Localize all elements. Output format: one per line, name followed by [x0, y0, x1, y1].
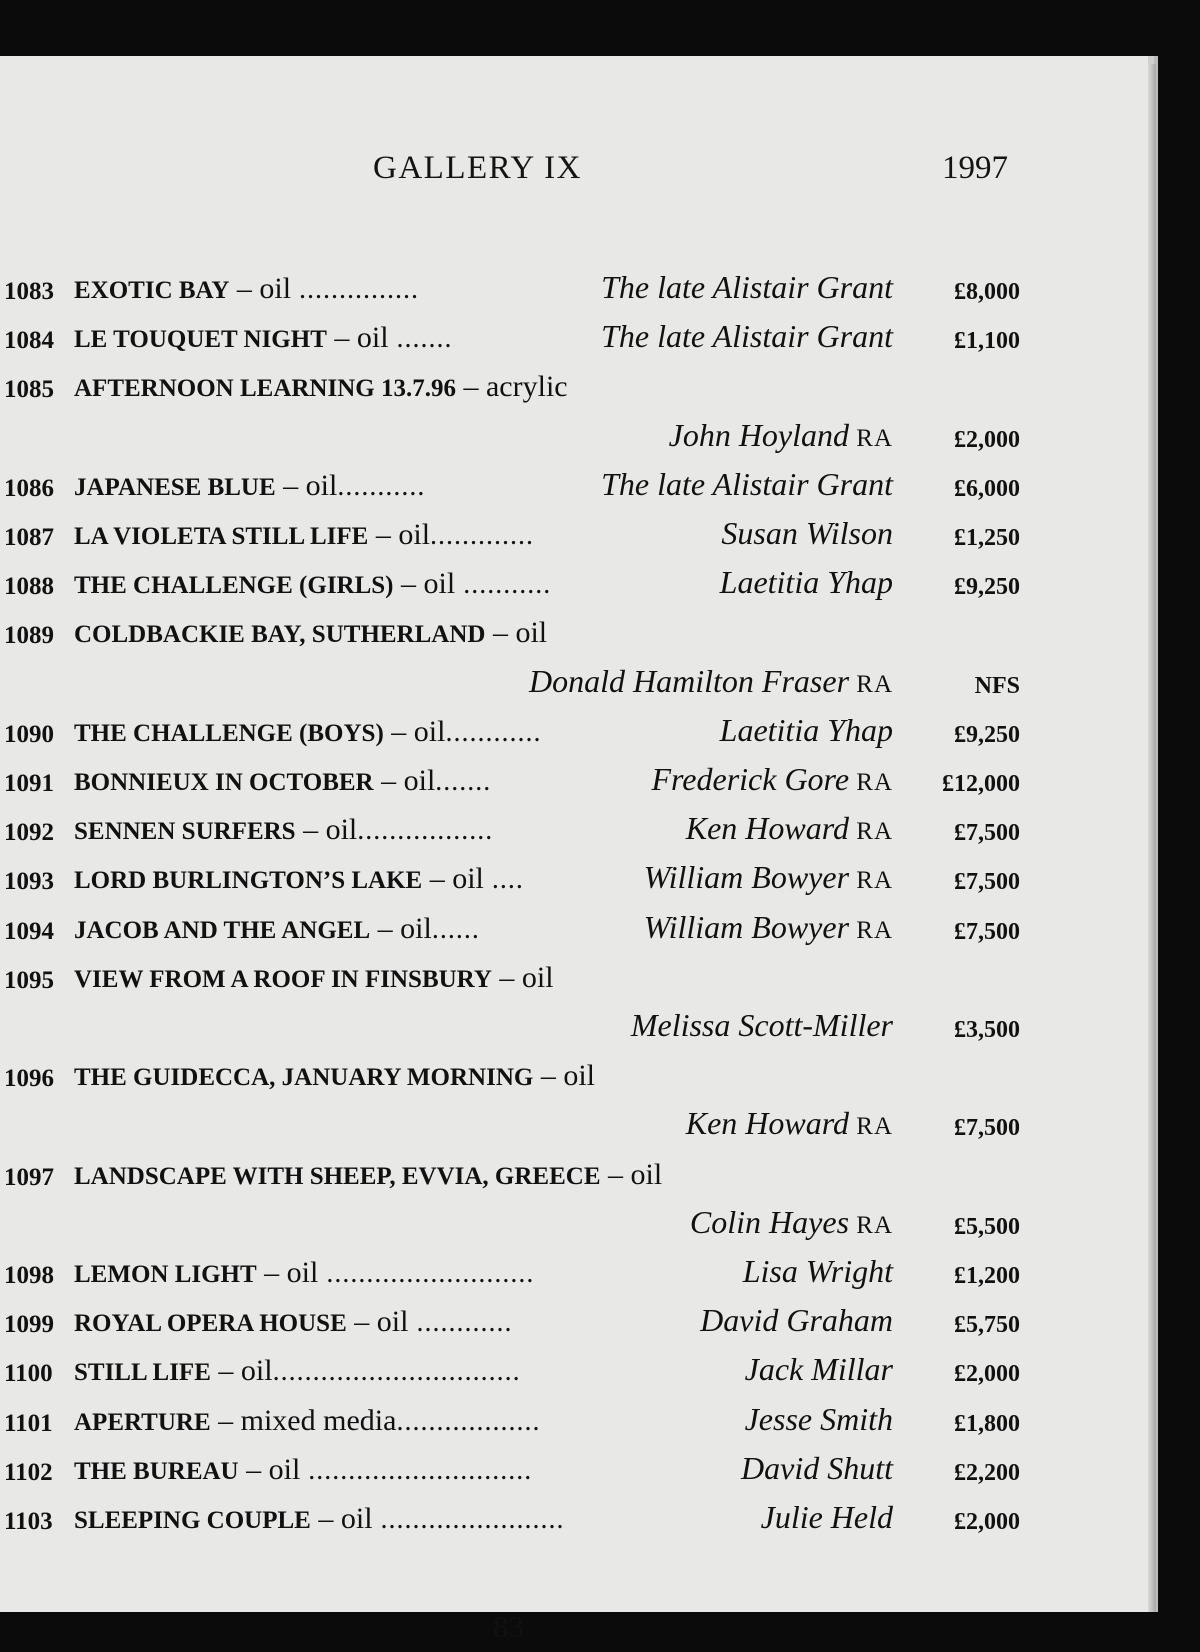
artist-name: John Hoyland	[668, 416, 850, 453]
entry-title: LE TOUQUET NIGHT	[74, 326, 327, 354]
entry-medium: – oil	[491, 960, 554, 994]
leader-dots: ............................	[300, 1454, 533, 1486]
gallery-title: GALLERY IX	[373, 150, 583, 186]
entry-number: 1091	[4, 770, 54, 797]
entry-medium: – oil	[383, 714, 446, 748]
artist-honour: RA	[849, 424, 893, 452]
entry-title: STILL LIFE	[74, 1359, 211, 1387]
entry-medium: – oil	[533, 1059, 595, 1093]
leader-dots: ............	[445, 716, 542, 748]
catalogue-entry	[0, 1254, 1020, 1294]
catalogue-entry	[0, 1057, 1020, 1097]
entry-number: 1101	[4, 1409, 53, 1437]
entry-artist	[644, 859, 893, 896]
artist-name: Laetitia Yhap	[719, 711, 893, 748]
entry-title-line	[74, 1354, 521, 1388]
artist-name: William Bowyer	[643, 908, 850, 945]
entry-number: 1092	[4, 819, 54, 847]
artist-name: Ken Howard	[685, 810, 850, 847]
entry-title: THE GUIDECCA, JANUARY MORNING	[74, 1064, 534, 1092]
catalogue-entry	[0, 1451, 1020, 1491]
entry-title-line	[74, 272, 419, 306]
page-edge	[1148, 64, 1156, 1612]
entry-title: LORD BURLINGTON’S LAKE	[74, 867, 423, 895]
year: 1997	[942, 150, 1008, 186]
entry-title-line	[74, 518, 534, 552]
artist-name: Donald Hamilton Fraser	[529, 662, 850, 699]
entry-medium: – mixed media	[210, 1403, 397, 1437]
entry-price: NFS	[974, 672, 1020, 699]
artist-name: Jesse Smith	[744, 1400, 893, 1437]
entry-medium: – oil	[310, 1502, 373, 1535]
entry-artist	[743, 1253, 893, 1290]
entry-number: 1089	[4, 622, 54, 650]
catalogue-entry	[0, 319, 1020, 359]
entry-medium: – oil	[368, 518, 431, 551]
catalogue-entry	[0, 614, 1020, 654]
entry-number: 1096	[4, 1065, 54, 1093]
catalogue-entry	[0, 1352, 1020, 1392]
entry-title: JACOB AND THE ANGEL	[74, 916, 371, 944]
artist-name: Melissa Scott-Miller	[630, 1007, 893, 1043]
entry-medium: – oil	[373, 764, 436, 797]
entry-title: COLDBACKIE BAY, SUTHERLAND	[74, 621, 486, 649]
entry-artist	[686, 810, 893, 847]
entry-number: 1088	[4, 573, 54, 601]
entry-price: £6,000	[954, 475, 1020, 502]
entry-title: AFTERNOON LEARNING 13.7.96	[74, 375, 456, 403]
entry-number: 1102	[4, 1458, 53, 1486]
entry-artist	[690, 1204, 893, 1241]
entry-number: 1087	[4, 524, 54, 551]
leader-dots: ..................	[396, 1405, 541, 1437]
entry-price: £1,800	[954, 1410, 1020, 1437]
page-number: 83	[493, 1609, 524, 1644]
entry-title: APERTURE	[74, 1408, 211, 1436]
entry-medium: – oil	[295, 813, 358, 847]
entry-title-line	[74, 1305, 512, 1339]
entry-artist	[761, 1499, 893, 1536]
entry-medium: – oil	[229, 272, 292, 305]
catalogue-entry	[0, 1205, 1020, 1245]
artist-honour: RA	[849, 916, 893, 944]
entry-medium: – oil	[485, 616, 548, 650]
artist-name: David Shutt	[741, 1449, 893, 1486]
catalogue-entry	[0, 1008, 1020, 1048]
entry-number: 1100	[4, 1360, 53, 1388]
leader-dots: ......	[431, 913, 480, 945]
entry-price: £7,500	[954, 820, 1020, 847]
entry-medium: – oil	[346, 1305, 409, 1339]
entry-artist	[745, 1401, 893, 1438]
entry-price: £2,000	[954, 426, 1020, 453]
catalogue-entry	[0, 270, 1020, 310]
entry-number: 1093	[4, 868, 54, 896]
entry-price: £2,000	[954, 1361, 1020, 1388]
catalogue-entry	[0, 664, 1020, 704]
artist-honour: RA	[849, 818, 893, 846]
entry-title: SLEEPING COUPLE	[74, 1507, 311, 1534]
entry-price: £7,500	[954, 1115, 1020, 1142]
entry-price: £1,250	[954, 525, 1020, 551]
entry-title-line	[74, 616, 547, 650]
entry-title: BONNIEUX IN OCTOBER	[74, 769, 374, 796]
entry-medium: – oil	[422, 862, 484, 896]
catalogue-entry	[0, 368, 1020, 408]
entry-title: SENNEN SURFERS	[74, 818, 296, 846]
entry-number: 1098	[4, 1262, 54, 1289]
artist-name: Laetitia Yhap	[719, 564, 893, 601]
entry-artist	[686, 1105, 893, 1142]
entry-title-line	[74, 1256, 534, 1290]
catalogue-entry	[0, 1106, 1020, 1146]
entry-number: 1084	[4, 327, 54, 355]
leader-dots: ...........	[337, 470, 426, 502]
entry-title-line	[74, 764, 491, 798]
entry-price: £12,000	[942, 771, 1020, 797]
artist-name: William Bowyer	[643, 859, 850, 896]
entry-title: VIEW FROM A ROOF IN FINSBURY	[74, 965, 492, 993]
entry-artist	[745, 1351, 893, 1388]
entry-artist	[601, 466, 893, 503]
entry-title-line	[74, 370, 568, 404]
entry-medium: – oil	[600, 1157, 663, 1191]
leader-dots: ...............................	[272, 1356, 521, 1388]
catalogue-entry	[0, 565, 1020, 605]
entry-title-line	[74, 1404, 540, 1438]
catalogue-page	[0, 56, 1148, 1644]
leader-dots: .............	[430, 520, 535, 551]
entry-price: £9,250	[954, 721, 1020, 748]
entry-number: 1090	[4, 720, 54, 748]
entry-title-line	[74, 1059, 595, 1093]
leader-dots: ............	[408, 1307, 513, 1339]
entry-price: £1,200	[954, 1263, 1020, 1289]
entry-price: £3,500	[954, 1017, 1020, 1043]
entry-medium: – acrylic	[455, 370, 568, 404]
leader-dots: ...........	[455, 569, 552, 601]
catalogue-entry	[0, 418, 1020, 458]
entry-medium: – oil	[210, 1354, 273, 1388]
entry-number: 1094	[4, 917, 54, 945]
entry-artist	[721, 515, 893, 552]
entry-title: THE CHALLENGE (GIRLS)	[74, 572, 394, 600]
catalogue-entry	[0, 516, 1020, 556]
entry-medium: – oil	[393, 567, 456, 601]
leader-dots: .......................	[372, 1504, 565, 1535]
entry-title-line	[74, 1158, 662, 1192]
entry-price: £8,000	[954, 279, 1020, 305]
entry-number: 1097	[4, 1163, 54, 1191]
leader-dots: ....	[483, 864, 524, 896]
artist-name: The late Alistair Grant	[601, 269, 893, 305]
entry-number: 1086	[4, 474, 54, 502]
entry-title-line	[74, 862, 524, 896]
entry-artist	[601, 318, 893, 355]
artist-honour: RA	[849, 769, 893, 796]
entry-title-line	[74, 813, 493, 847]
entry-title: LANDSCAPE WITH SHEEP, EVVIA, GREECE	[74, 1162, 601, 1190]
artist-name: Lisa Wright	[742, 1253, 893, 1289]
entry-price: £7,500	[954, 918, 1020, 945]
entry-artist	[631, 1007, 893, 1044]
entry-title: JAPANESE BLUE	[74, 473, 276, 501]
catalogue-entry	[0, 910, 1020, 950]
entry-price: £7,500	[954, 869, 1020, 896]
entry-number: 1103	[4, 1508, 53, 1535]
catalogue-entry	[0, 1303, 1020, 1343]
catalogue-entry	[0, 811, 1020, 851]
catalogue-entry	[0, 1402, 1020, 1442]
entry-title-line	[74, 567, 551, 601]
entry-price: £5,750	[954, 1312, 1020, 1339]
entry-artist	[669, 417, 893, 454]
leader-dots: .................	[357, 815, 494, 847]
catalogue-entry	[0, 1156, 1020, 1196]
artist-honour: RA	[849, 867, 893, 895]
entry-title-line	[74, 1453, 532, 1487]
entry-medium: – oil	[238, 1452, 301, 1486]
entry-medium: – oil	[370, 911, 432, 945]
catalogue-entry	[0, 1500, 1020, 1540]
entry-title-line	[74, 961, 554, 995]
artist-name: Jack Millar	[744, 1351, 893, 1388]
entry-title: EXOTIC BAY	[74, 277, 230, 304]
entry-number: 1095	[4, 966, 54, 994]
page-header	[0, 150, 1148, 200]
entry-title-line	[74, 469, 425, 503]
entry-title: THE CHALLENGE (BOYS)	[74, 719, 384, 747]
entry-artist	[720, 564, 893, 601]
entry-price: £1,100	[954, 328, 1020, 355]
artist-name: Susan Wilson	[721, 515, 893, 551]
artist-name: David Graham	[700, 1302, 893, 1339]
artist-name: Julie Held	[760, 1499, 893, 1535]
entry-number: 1083	[4, 278, 54, 305]
entry-artist	[529, 663, 893, 700]
entry-title-line	[74, 715, 541, 749]
catalogue-entry	[0, 713, 1020, 753]
entry-number: 1085	[4, 376, 54, 404]
leader-dots: ...............	[291, 274, 420, 305]
catalogue-entry	[0, 762, 1020, 802]
artist-honour: RA	[849, 670, 893, 698]
entry-artist	[651, 761, 893, 798]
entry-artist	[720, 712, 893, 749]
catalogue-entry	[0, 467, 1020, 507]
artist-honour: RA	[849, 1211, 893, 1239]
entry-price: £2,000	[954, 1509, 1020, 1535]
entry-medium: – oil	[256, 1256, 319, 1289]
entry-artist	[700, 1302, 893, 1339]
leader-dots: ..........................	[318, 1258, 535, 1289]
entry-title-line	[74, 912, 480, 946]
entry-title: ROYAL OPERA HOUSE	[74, 1310, 347, 1338]
artist-name: The late Alistair Grant	[601, 318, 893, 355]
entry-title-line	[74, 1502, 565, 1536]
entry-medium: – oil	[275, 468, 338, 502]
leader-dots: .......	[435, 766, 492, 797]
entry-medium: – oil	[326, 321, 389, 355]
artist-name: Colin Hayes	[689, 1203, 850, 1240]
entry-title: LEMON LIGHT	[74, 1261, 257, 1288]
leader-dots: .......	[388, 323, 453, 355]
entry-price: £5,500	[954, 1213, 1020, 1240]
entry-title-line	[74, 321, 453, 355]
entry-price: £2,200	[954, 1459, 1020, 1486]
entry-artist	[601, 269, 893, 306]
artist-name: The late Alistair Grant	[601, 465, 893, 502]
entry-number: 1099	[4, 1311, 54, 1339]
entry-artist	[644, 909, 893, 946]
entry-artist	[741, 1450, 893, 1487]
entry-price: £9,250	[954, 574, 1020, 601]
artist-honour: RA	[849, 1113, 893, 1141]
entry-title: LA VIOLETA STILL LIFE	[74, 523, 369, 550]
artist-name: Ken Howard	[685, 1105, 850, 1142]
entry-title: THE BUREAU	[74, 1457, 239, 1485]
catalogue-entry	[0, 959, 1020, 999]
artist-name: Frederick Gore	[651, 761, 850, 797]
catalogue-entry	[0, 860, 1020, 900]
